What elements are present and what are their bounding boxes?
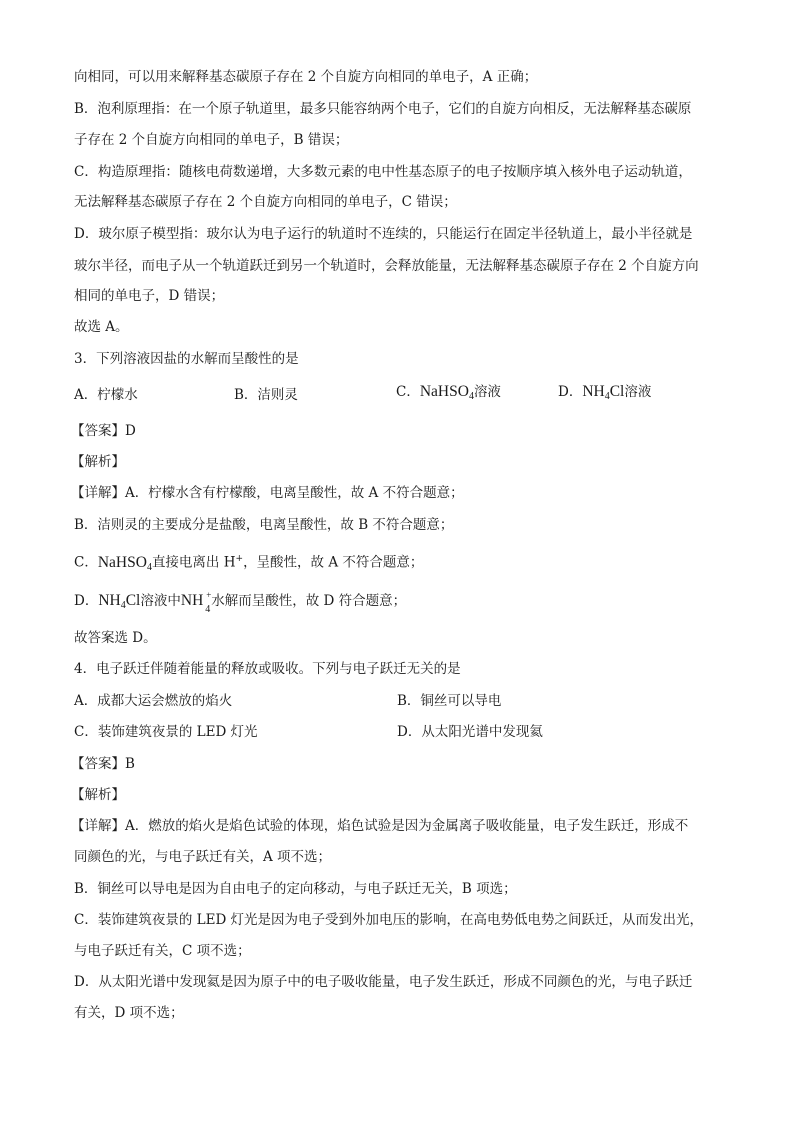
q3-option-b: B．洁则灵	[234, 387, 298, 403]
q3-analysis-heading: 【解析】	[71, 454, 125, 470]
text-line: 玻尔半径，而电子从一个轨道跃迁到另一个轨道时，会释放能量，无法解释基态碳原子存在 2 个自旋方向	[74, 258, 699, 274]
chem-ion: NH + 4	[180, 590, 212, 615]
q3-detail-a: 【详解】A．柠檬水含有柠檬酸，电离呈酸性，故 A 不符合题意；	[71, 485, 464, 501]
q4-analysis-heading: 【解析】	[71, 787, 125, 803]
q4-option-b: B．铜丝可以导电	[397, 693, 502, 709]
question-4-stem: 4．电子跃迁伴随着能量的释放或吸收。下列与电子跃迁无关的是	[74, 661, 461, 677]
text-line: 子存在 2 个自旋方向相同的单电子，B 错误；	[74, 132, 349, 148]
text-line: 无法解释基态碳原子存在 2 个自旋方向相同的单电子，C 错误；	[74, 194, 457, 210]
chem-formula: $NH_4Cl$	[582, 383, 625, 402]
q3-detail-c: C．NaHSO$_4$直接电离出 H+，呈酸性，故 A 不符合题意；	[74, 553, 424, 573]
q4-answer: 【答案】B	[71, 756, 135, 772]
chem-formula: $NH_4Cl$	[98, 592, 141, 611]
text-line: D．玻尔原子模型指：玻尔认为电子运行的轨道时不连续的，只能运行在固定半径轨道上，最小半径就是	[74, 226, 693, 242]
option-label: C．	[396, 384, 420, 400]
q3-option-a: A．柠檬水	[74, 387, 138, 403]
text-line: 相同的单电子，D 错误；	[74, 288, 225, 304]
text-line: B．泡利原理指：在一个原子轨道里，最多只能容纳两个电子，它们的自旋方向相反，无法解释基态碳原	[74, 101, 692, 117]
q4-detail-d-cont: 有关，D 项不选；	[74, 1005, 184, 1021]
text-line: 故选 A。	[74, 319, 129, 335]
q3-option-c: C．NaHSO$_4$溶液	[396, 383, 501, 402]
q4-detail-a-cont: 同颜色的光，与电子跃迁有关，A 项不选；	[74, 849, 332, 865]
text-line: 向相同，可以用来解释基态碳原子存在 2 个自旋方向相同的单电子，A 正确；	[74, 69, 538, 85]
q3-conclusion: 故答案选 D。	[74, 630, 157, 646]
q4-detail-d: D．从太阳光谱中发现氦是因为原子中的电子吸收能量，电子发生跃迁，形成不同颜色的光，与电子跃迁	[74, 974, 693, 990]
q4-detail-b: B．铜丝可以导电是因为自由电子的定向移动，与电子跃迁无关，B 项选；	[74, 881, 517, 897]
chem-formula: NaHSO$_4$	[419, 383, 474, 402]
q4-option-d: D．从太阳光谱中发现氦	[397, 724, 543, 740]
q4-detail-c: C．装饰建筑夜景的 LED 灯光是因为电子受到外加电压的影响，在高电势低电势之间跃迁，从而发出光，	[74, 912, 704, 928]
q4-option-c: C．装饰建筑夜景的 LED 灯光	[74, 724, 258, 740]
q3-detail-d: D．$NH_4Cl$溶液中NH + 4 水解而呈酸性，故 D 符合题意；	[74, 590, 407, 615]
option-label: D．	[558, 384, 583, 400]
q4-detail-a: 【详解】A．燃放的焰火是焰色试验的体现，焰色试验是因为金属离子吸收能量，电子发生跃迁，形成不	[71, 818, 689, 834]
q4-detail-c-cont: 与电子跃迁有关，C 项不选；	[74, 943, 251, 959]
chem-formula: NaHSO$_4$	[97, 553, 152, 573]
q3-detail-b: B．洁则灵的主要成分是盐酸，电离呈酸性，故 B 不符合题意；	[74, 517, 454, 533]
q4-option-a: A．成都大运会燃放的焰火	[74, 693, 233, 709]
question-3-stem: 3．下列溶液因盐的水解而呈酸性的是	[74, 351, 299, 367]
q3-option-d: D．$NH_4Cl$溶液	[558, 383, 652, 402]
text-line: C．构造原理指：随核电荷数递增，大多数元素的电中性基态原子的电子按顺序填入核外电子运动轨道，	[74, 164, 692, 180]
q3-answer: 【答案】D	[71, 423, 136, 439]
